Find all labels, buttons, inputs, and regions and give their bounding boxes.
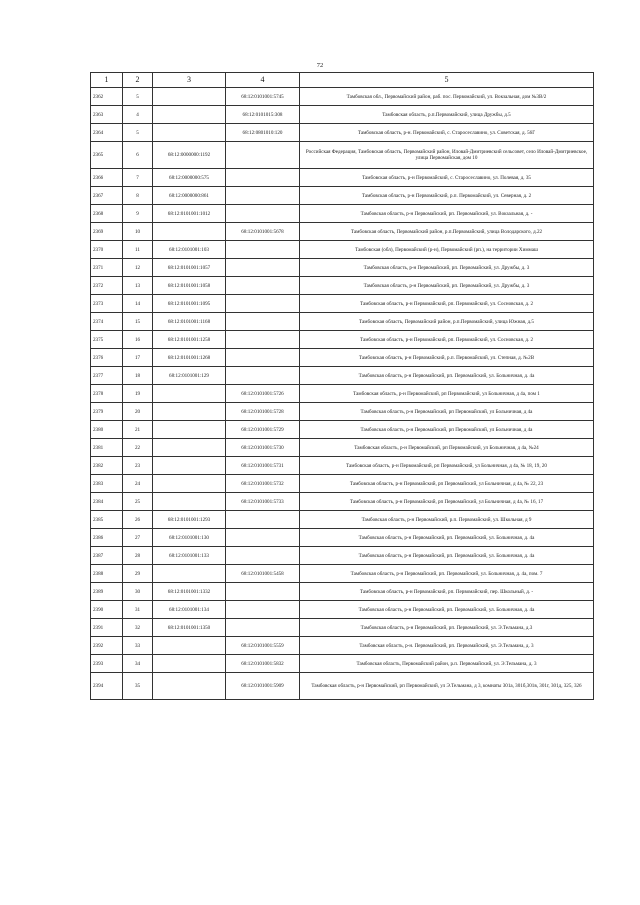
cell-cadastral-number: 68:12:0101001:1057 [153, 259, 226, 277]
cell-address: Тамбовская область, р-н Первомайский, р.п. Первомайский, ул. Степная, д. №2В [300, 349, 594, 367]
cell-cadastral-number-room: 68:12:0101001:5733 [226, 493, 300, 511]
cell-index: 6 [123, 142, 153, 169]
cell-cadastral-number [153, 673, 226, 700]
cell-cadastral-number-room: 68:12:0101001:5728 [226, 403, 300, 421]
cell-index: 29 [123, 565, 153, 583]
cell-index: 18 [123, 367, 153, 385]
table-row [91, 601, 594, 619]
cell-address: Тамбовская область, р-н Первомайский, рп. Первомайский, ул. Больничная, д. 4а, пом. 7 [300, 565, 594, 583]
cell-address: Тамбовская область, р-н Первомайский, рп Первомайский, ул Больничная, д 4а, № 18, 19, 20 [300, 457, 594, 475]
cell-address: Тамбовская область, Первомайский район, р.п.Первомайский, улица Володарского, д.22 [300, 223, 594, 241]
cell-row-number: 2394 [91, 673, 123, 700]
cell-index: 33 [123, 637, 153, 655]
cell-row-number: 2372 [91, 277, 123, 295]
cell-cadastral-number: 68:12:0101001:1258 [153, 331, 226, 349]
cell-cadastral-number: 68:12:0000000:575 [153, 169, 226, 187]
cell-index: 12 [123, 259, 153, 277]
cell-cadastral-number-room [226, 547, 300, 565]
cell-row-number: 2368 [91, 205, 123, 223]
table-row [91, 493, 594, 511]
table-row [91, 475, 594, 493]
table-header-row [91, 73, 594, 88]
cell-cadastral-number-room [226, 277, 300, 295]
table-row [91, 511, 594, 529]
cell-address: Тамбовская область, р-н Первомайский, рп. Первомайский, ул. Сосновская, д. 2 [300, 331, 594, 349]
cell-cadastral-number [153, 421, 226, 439]
cell-index: 21 [123, 421, 153, 439]
cell-row-number: 2391 [91, 619, 123, 637]
table-row [91, 529, 594, 547]
cell-row-number: 2387 [91, 547, 123, 565]
cell-cadastral-number [153, 439, 226, 457]
cell-index: 19 [123, 385, 153, 403]
table-row [91, 142, 594, 169]
cell-cadastral-number: 68:12:0101001:1095 [153, 295, 226, 313]
table-row [91, 385, 594, 403]
cell-cadastral-number [153, 457, 226, 475]
cell-index: 17 [123, 349, 153, 367]
cell-address: Российская Федерация, Тамбовская область, Первомайский район, Иловай-Дмитриевский сельсовет, село Иловай-Дмитриевское, улица Первомайская, дом 10 [300, 142, 594, 169]
cell-index: 9 [123, 205, 153, 223]
table-row [91, 295, 594, 313]
cell-cadastral-number-room [226, 295, 300, 313]
cell-index: 5 [123, 88, 153, 106]
cell-cadastral-number: 68:12:0101001:103 [153, 241, 226, 259]
cell-address: Тамбовская область, р-н Первомайский, рп Первомайский, ул Больничная, д 4а, пом 1 [300, 385, 594, 403]
table-row [91, 88, 594, 106]
cell-index: 13 [123, 277, 153, 295]
table-row [91, 637, 594, 655]
cell-index: 34 [123, 655, 153, 673]
cell-cadastral-number: 68:12:0101001:129 [153, 367, 226, 385]
cell-cadastral-number: 68:12:0101001:1168 [153, 313, 226, 331]
cell-index: 31 [123, 601, 153, 619]
cell-index: 30 [123, 583, 153, 601]
cell-address: Тамбовская область, р-н Первомайский, рп. Первомайский, ул. Больничная, д. 4а [300, 529, 594, 547]
cell-cadastral-number-room: 68:12:0101001:5730 [226, 439, 300, 457]
cell-row-number: 2376 [91, 349, 123, 367]
cell-address: Тамбовская область, р-н Первомайский, рп Первомайский, ул Больничная, д 4а [300, 421, 594, 439]
table-row [91, 124, 594, 142]
cell-address: Тамбовская область, р-н Первомайский, р.п. Первомайский, ул. Школьная, д 9 [300, 511, 594, 529]
cell-address: Тамбовская область, р.п.Первомайский, улица Дружбы, д.5 [300, 106, 594, 124]
cell-cadastral-number-room [226, 583, 300, 601]
table-row [91, 547, 594, 565]
cell-cadastral-number: 68:12:0000000:861 [153, 187, 226, 205]
cell-index: 26 [123, 511, 153, 529]
cell-cadastral-number [153, 223, 226, 241]
cell-address: Тамбовская (обл), Первомайский (р-н), Первомайский (рп.), на территории Химмаш [300, 241, 594, 259]
cell-index: 27 [123, 529, 153, 547]
table-row [91, 673, 594, 700]
cell-cadastral-number [153, 565, 226, 583]
column-header-2: 2 [123, 73, 153, 88]
cell-cadastral-number-room: 68:12:0101001:5729 [226, 421, 300, 439]
table-row [91, 367, 594, 385]
cell-cadastral-number: 68:12:0101001:1293 [153, 511, 226, 529]
table-row [91, 187, 594, 205]
cell-index: 23 [123, 457, 153, 475]
cell-cadastral-number [153, 124, 226, 142]
cell-index: 4 [123, 106, 153, 124]
cell-row-number: 2382 [91, 457, 123, 475]
cell-index: 8 [123, 187, 153, 205]
cell-row-number: 2362 [91, 88, 123, 106]
cell-cadastral-number-room [226, 313, 300, 331]
table-row [91, 169, 594, 187]
cell-cadastral-number [153, 385, 226, 403]
cell-address: Тамбовская область, р-н. Первомайский, с. Старосеславино, ул. Советская, д. 56Г [300, 124, 594, 142]
cell-row-number: 2386 [91, 529, 123, 547]
cell-cadastral-number-room [226, 142, 300, 169]
cell-cadastral-number-room [226, 169, 300, 187]
table-row [91, 457, 594, 475]
cell-index: 14 [123, 295, 153, 313]
cell-address: Тамбовская область, р-н Первомайский, рп. Первомайский, ул. Больничная, д. 4а [300, 601, 594, 619]
cell-row-number: 2365 [91, 142, 123, 169]
column-header-4: 4 [226, 73, 300, 88]
cell-cadastral-number-room: 68:12:0101001:5732 [226, 475, 300, 493]
cell-cadastral-number-room [226, 331, 300, 349]
cell-cadastral-number-room [226, 619, 300, 637]
table-row [91, 583, 594, 601]
column-header-3: 3 [153, 73, 226, 88]
cell-cadastral-number: 68:12:0101001:1350 [153, 619, 226, 637]
table-row [91, 313, 594, 331]
cell-index: 25 [123, 493, 153, 511]
cell-cadastral-number [153, 637, 226, 655]
cell-address: Тамбовская область, Первомайский район, р.п. Первомайский, ул. Э.Тельмана, д. 3 [300, 655, 594, 673]
table-row [91, 106, 594, 124]
cell-row-number: 2392 [91, 637, 123, 655]
cell-index: 16 [123, 331, 153, 349]
cell-index: 7 [123, 169, 153, 187]
cell-cadastral-number-room: 68:12:0101001:5832 [226, 655, 300, 673]
cell-address: Тамбовская область, р-н Первомайский, рп Первомайский, ул Больничная, д 4а, № 16, 17 [300, 493, 594, 511]
cell-index: 20 [123, 403, 153, 421]
cell-cadastral-number-room: 68:12:0101001:5909 [226, 673, 300, 700]
table-body [91, 88, 594, 700]
cell-address: Тамбовская область, р-н Первомайский, рп. Первомайский, ул. Э.Тельмана, д.3 [300, 619, 594, 637]
cell-cadastral-number [153, 655, 226, 673]
cell-cadastral-number: 68:12:0101001:1012 [153, 205, 226, 223]
table-row [91, 655, 594, 673]
cell-address: Тамбовская область, р-н Первомайский, рп. Первомайский, ул. Больничная, д. 4а [300, 367, 594, 385]
cell-row-number: 2377 [91, 367, 123, 385]
cell-cadastral-number-room [226, 511, 300, 529]
cell-address: Тамбовская область, р-н Первомайский, рп Первомайский, ул Больничная, д 4а, № 22, 23 [300, 475, 594, 493]
cell-cadastral-number: 68:12:0000000:1192 [153, 142, 226, 169]
table-row [91, 619, 594, 637]
table-row [91, 259, 594, 277]
cell-index: 15 [123, 313, 153, 331]
cell-address: Тамбовская область, р-н Первомайский, рп Первомайский, ул Больничная, д 4а, №24 [300, 439, 594, 457]
cell-address: Тамбовская область, р-н Первомайский, рп. Первомайский, ул. Вокзальная, д. - [300, 205, 594, 223]
cell-row-number: 2378 [91, 385, 123, 403]
cell-cadastral-number: 68:12:0101001:130 [153, 529, 226, 547]
cell-cadastral-number-room [226, 241, 300, 259]
cell-row-number: 2388 [91, 565, 123, 583]
cell-cadastral-number-room [226, 259, 300, 277]
cell-address: Тамбовская область, р-н Первомайский, рп. Первомайский, ул. Больничная, д. 4а [300, 547, 594, 565]
cell-cadastral-number-room [226, 187, 300, 205]
cell-row-number: 2370 [91, 241, 123, 259]
cell-index: 10 [123, 223, 153, 241]
cell-row-number: 2390 [91, 601, 123, 619]
cell-cadastral-number-room [226, 349, 300, 367]
cell-address: Тамбовская область, Первомайский район, р.п.Первомайский, улица Южная, д.5 [300, 313, 594, 331]
cell-row-number: 2381 [91, 439, 123, 457]
table-row [91, 205, 594, 223]
cell-row-number: 2373 [91, 295, 123, 313]
cell-cadastral-number [153, 475, 226, 493]
cell-row-number: 2383 [91, 475, 123, 493]
cell-row-number: 2379 [91, 403, 123, 421]
cell-cadastral-number-room [226, 601, 300, 619]
cell-index: 24 [123, 475, 153, 493]
cell-row-number: 2375 [91, 331, 123, 349]
cell-row-number: 2366 [91, 169, 123, 187]
cell-address: Тамбовская область, р-н Первомайский, рп Первомайский, ул Больничная, д 4а [300, 403, 594, 421]
cell-address: Тамбовская область, р-н Первомайский, рп. Первомайский, ул. Сосновская, д. 2 [300, 295, 594, 313]
table-row [91, 277, 594, 295]
cell-cadastral-number-room: 68:12:0101001:5458 [226, 565, 300, 583]
cell-cadastral-number: 68:12:0101001:1268 [153, 349, 226, 367]
cell-cadastral-number-room: 68:12:0101001:5559 [226, 637, 300, 655]
cell-cadastral-number: 68:12:0101001:133 [153, 547, 226, 565]
cell-row-number: 2374 [91, 313, 123, 331]
cell-row-number: 2384 [91, 493, 123, 511]
cell-row-number: 2364 [91, 124, 123, 142]
cell-cadastral-number-room [226, 205, 300, 223]
cell-cadastral-number: 68:12:0101001:1332 [153, 583, 226, 601]
cell-address: Тамбовская область, р-н Первомайский, рп. Первомайский, ул. Дружбы, д. 3 [300, 259, 594, 277]
column-header-1: 1 [91, 73, 123, 88]
cell-row-number: 2367 [91, 187, 123, 205]
cell-cadastral-number: 68:12:0101001:1058 [153, 277, 226, 295]
cell-address: Тамбовская обл., Первомайский район, раб. пос. Первомайский, ул. Вокзальная, дом №3В/2 [300, 88, 594, 106]
cell-address: Тамбовская область, р-н Первомайский, рп. Первомайский, пер. Школьный, д. - [300, 583, 594, 601]
cell-address: Тамбовская область, р-н Первомайский, рп. Первомайский, ул. Дружбы, д. 3 [300, 277, 594, 295]
cell-cadastral-number-room: 68:12:0101001:5745 [226, 88, 300, 106]
cell-index: 22 [123, 439, 153, 457]
column-header-5: 5 [300, 73, 594, 88]
cell-cadastral-number [153, 106, 226, 124]
table-row [91, 223, 594, 241]
cell-index: 11 [123, 241, 153, 259]
cell-index: 5 [123, 124, 153, 142]
cell-address: Тамбовская область, р-н. Первомайский, рп. Первомайский, ул. Э.Тельмана, д. 3 [300, 637, 594, 655]
cell-row-number: 2363 [91, 106, 123, 124]
cell-cadastral-number-room: 68:12:0801010:120 [226, 124, 300, 142]
cell-cadastral-number [153, 88, 226, 106]
cell-row-number: 2389 [91, 583, 123, 601]
page-number: 72 [316, 62, 324, 69]
cell-address: Тамбовская область, р-н Первомайский, р.п. Первомайский, ул. Северная, д. 2 [300, 187, 594, 205]
table-row [91, 439, 594, 457]
cell-cadastral-number-room [226, 367, 300, 385]
cell-address: Тамбовская область, р-н Первомайский, с. Старосеславино, ул. Полевая, д. 35 [300, 169, 594, 187]
cell-row-number: 2371 [91, 259, 123, 277]
cell-cadastral-number-room [226, 529, 300, 547]
cell-row-number: 2380 [91, 421, 123, 439]
table-row [91, 565, 594, 583]
registry-table [90, 72, 594, 700]
cell-row-number: 2369 [91, 223, 123, 241]
table-row [91, 241, 594, 259]
cell-cadastral-number [153, 493, 226, 511]
cell-index: 35 [123, 673, 153, 700]
cell-cadastral-number [153, 403, 226, 421]
cell-cadastral-number-room: 68:12:0101015:308 [226, 106, 300, 124]
cell-row-number: 2385 [91, 511, 123, 529]
cell-address: Тамбовская область, р-н Первомайский, рп Первомайский, ул Э.Тельмана, д 3, комнаты 301а, 301б,301в, 301г, 301д, 325, 326 [300, 673, 594, 700]
cell-index: 28 [123, 547, 153, 565]
cell-row-number: 2393 [91, 655, 123, 673]
table-row [91, 331, 594, 349]
cell-index: 32 [123, 619, 153, 637]
table-row [91, 349, 594, 367]
cell-cadastral-number-room: 68:12:0101001:5678 [226, 223, 300, 241]
table-row [91, 421, 594, 439]
cell-cadastral-number-room: 68:12:0101001:5726 [226, 385, 300, 403]
table-row [91, 403, 594, 421]
cell-cadastral-number: 68:12:0101001:134 [153, 601, 226, 619]
cell-cadastral-number-room: 68:12:0101001:5731 [226, 457, 300, 475]
